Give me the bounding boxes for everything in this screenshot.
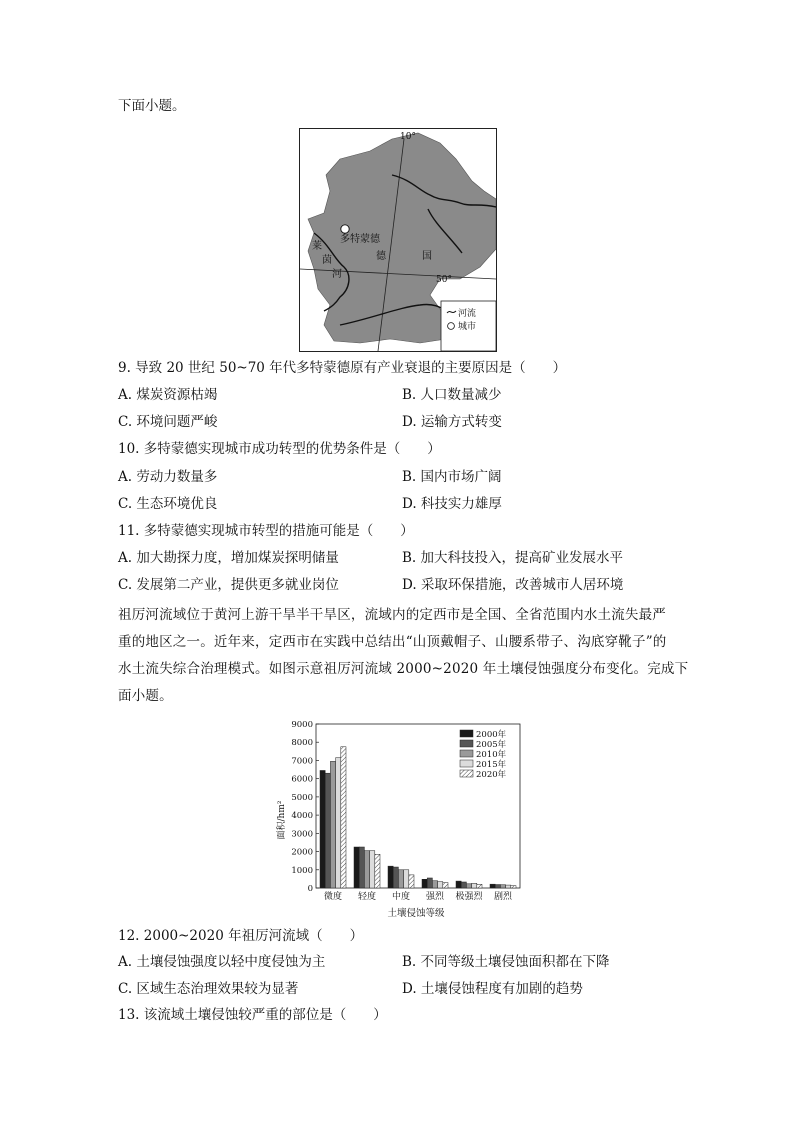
legend-label: 2010年 bbox=[476, 750, 507, 760]
lat-label: 50° bbox=[436, 275, 452, 285]
legend-city-icon bbox=[448, 323, 455, 330]
country-label-1: 德 bbox=[376, 251, 386, 262]
q9-option-c[interactable]: C. 环境问题严峻 bbox=[118, 414, 218, 430]
city-label: 多特蒙德 bbox=[340, 234, 380, 245]
y-tick-label: 7000 bbox=[291, 756, 313, 767]
x-tick-label: 极强烈 bbox=[455, 892, 483, 902]
bar bbox=[427, 878, 432, 888]
legend-swatch bbox=[460, 730, 473, 737]
map-svg bbox=[300, 129, 496, 351]
river-label-1: 莱 bbox=[312, 241, 322, 252]
legend-swatch bbox=[460, 740, 473, 747]
bar bbox=[370, 851, 375, 888]
y-tick-label: 8000 bbox=[291, 738, 313, 749]
q11-option-c[interactable]: C. 发展第二产业，提供更多就业岗位 bbox=[118, 577, 339, 593]
passage-line-3: 水土流失综合治理模式。如图示意祖厉河流域 2000~2020 年土壤侵蚀强度分布变化。完成下 bbox=[118, 661, 689, 677]
q10-option-d[interactable]: D. 科技实力雄厚 bbox=[402, 496, 502, 512]
q12-stem: 12. 2000~2020 年祖厉河流域（ ） bbox=[118, 928, 364, 944]
germany-map bbox=[299, 128, 497, 352]
q9-option-d[interactable]: D. 运输方式转变 bbox=[402, 414, 502, 430]
legend-river-label: 河流 bbox=[458, 309, 477, 319]
bar bbox=[443, 883, 448, 888]
q9-stem: 9. 导致 20 世纪 50~70 年代多特蒙德原有产业衰退的主要原因是（ ） bbox=[118, 360, 567, 376]
y-tick-label: 6000 bbox=[291, 774, 313, 785]
y-tick-label: 2000 bbox=[291, 847, 313, 858]
q11-option-b[interactable]: B. 加大科技投入，提高矿业发展水平 bbox=[402, 550, 624, 566]
q13-stem: 13. 该流域土壤侵蚀较严重的部位是（ ） bbox=[118, 1007, 387, 1023]
soil-erosion-chart bbox=[272, 716, 532, 921]
y-tick-label: 4000 bbox=[291, 811, 313, 822]
y-tick-label: 5000 bbox=[291, 792, 313, 803]
bar bbox=[341, 747, 346, 888]
bar bbox=[398, 870, 403, 888]
legend-label: 2020年 bbox=[476, 770, 507, 780]
bar bbox=[506, 885, 511, 888]
y-tick-label: 0 bbox=[307, 884, 313, 894]
river-label-2: 茵 bbox=[322, 255, 332, 266]
bar bbox=[422, 879, 427, 888]
x-tick-label: 剧烈 bbox=[493, 892, 513, 902]
q10-option-c[interactable]: C. 生态环境优良 bbox=[118, 496, 218, 512]
passage-line-1: 祖厉河流域位于黄河上游干旱半干旱区，流域内的定西市是全国、全省范围内水土流失最严 bbox=[118, 607, 666, 623]
q9-option-b[interactable]: B. 人口数量减少 bbox=[402, 387, 502, 403]
bar bbox=[495, 885, 500, 888]
y-tick-label: 9000 bbox=[291, 720, 313, 730]
legend-label: 2000年 bbox=[476, 730, 507, 740]
y-tick-label: 3000 bbox=[291, 829, 313, 840]
q9-option-a[interactable]: A. 煤炭资源枯竭 bbox=[118, 387, 218, 403]
x-tick-label: 轻度 bbox=[357, 892, 377, 902]
bar bbox=[375, 854, 380, 888]
intro-tail: 下面小题。 bbox=[118, 98, 186, 114]
bar bbox=[404, 870, 409, 888]
bar bbox=[432, 881, 437, 888]
q10-option-a[interactable]: A. 劳动力数量多 bbox=[118, 469, 218, 485]
legend-swatch bbox=[460, 750, 473, 757]
bar bbox=[500, 885, 505, 888]
bar bbox=[320, 770, 325, 888]
x-tick-label: 强烈 bbox=[425, 892, 445, 902]
bar bbox=[393, 867, 398, 888]
bar bbox=[456, 881, 461, 888]
passage-line-2: 重的地区之一。近年来，定西市在实践中总结出“山顶戴帽子、山腰系带子、沟底穿靴子”的 bbox=[118, 634, 667, 650]
q11-stem: 11. 多特蒙德实现城市转型的措施可能是（ ） bbox=[118, 523, 414, 539]
legend-city-label: 城市 bbox=[458, 322, 477, 332]
legend-swatch bbox=[460, 770, 473, 777]
bar bbox=[364, 851, 369, 888]
passage-line-4: 面小题。 bbox=[118, 688, 173, 704]
bar bbox=[409, 875, 414, 888]
bar bbox=[336, 758, 341, 888]
legend-swatch bbox=[460, 760, 473, 767]
legend-label: 2015年 bbox=[476, 760, 507, 770]
bar bbox=[359, 847, 364, 888]
lon-label: 10° bbox=[400, 132, 416, 142]
legend-label: 2005年 bbox=[476, 740, 507, 750]
bar bbox=[461, 882, 466, 888]
river-label-3: 河 bbox=[332, 269, 342, 280]
chart-svg bbox=[272, 716, 532, 921]
bar bbox=[511, 886, 516, 888]
bar bbox=[438, 882, 443, 888]
q10-option-b[interactable]: B. 国内市场广阔 bbox=[402, 469, 502, 485]
q10-stem: 10. 多特蒙德实现城市成功转型的优势条件是（ ） bbox=[118, 441, 441, 457]
x-tick-label: 中度 bbox=[391, 892, 411, 902]
bar bbox=[466, 884, 471, 888]
chart-y-axis-label: 面积/hm² bbox=[277, 800, 287, 840]
q12-option-d[interactable]: D. 土壤侵蚀程度有加剧的趋势 bbox=[402, 981, 583, 997]
bar bbox=[477, 884, 482, 888]
y-tick-label: 1000 bbox=[291, 865, 313, 876]
bar bbox=[490, 884, 495, 888]
bar bbox=[325, 773, 330, 888]
bar bbox=[388, 866, 393, 888]
bar bbox=[354, 847, 359, 888]
q12-option-c[interactable]: C. 区域生态治理效果较为显著 bbox=[118, 981, 299, 997]
bar bbox=[472, 883, 477, 888]
q11-option-d[interactable]: D. 采取环保措施，改善城市人居环境 bbox=[402, 577, 624, 593]
city-marker bbox=[341, 225, 349, 233]
country-label-2: 国 bbox=[422, 251, 432, 262]
bar bbox=[330, 761, 335, 888]
x-tick-label: 微度 bbox=[323, 892, 343, 902]
chart-x-axis-label: 土壤侵蚀等级 bbox=[387, 908, 445, 919]
passage bbox=[118, 602, 689, 710]
q12-option-a[interactable]: A. 土壤侵蚀强度以轻中度侵蚀为主 bbox=[118, 954, 326, 970]
q12-option-b[interactable]: B. 不同等级土壤侵蚀面积都在下降 bbox=[402, 954, 610, 970]
q11-option-a[interactable]: A. 加大勘探力度，增加煤炭探明储量 bbox=[118, 550, 339, 566]
